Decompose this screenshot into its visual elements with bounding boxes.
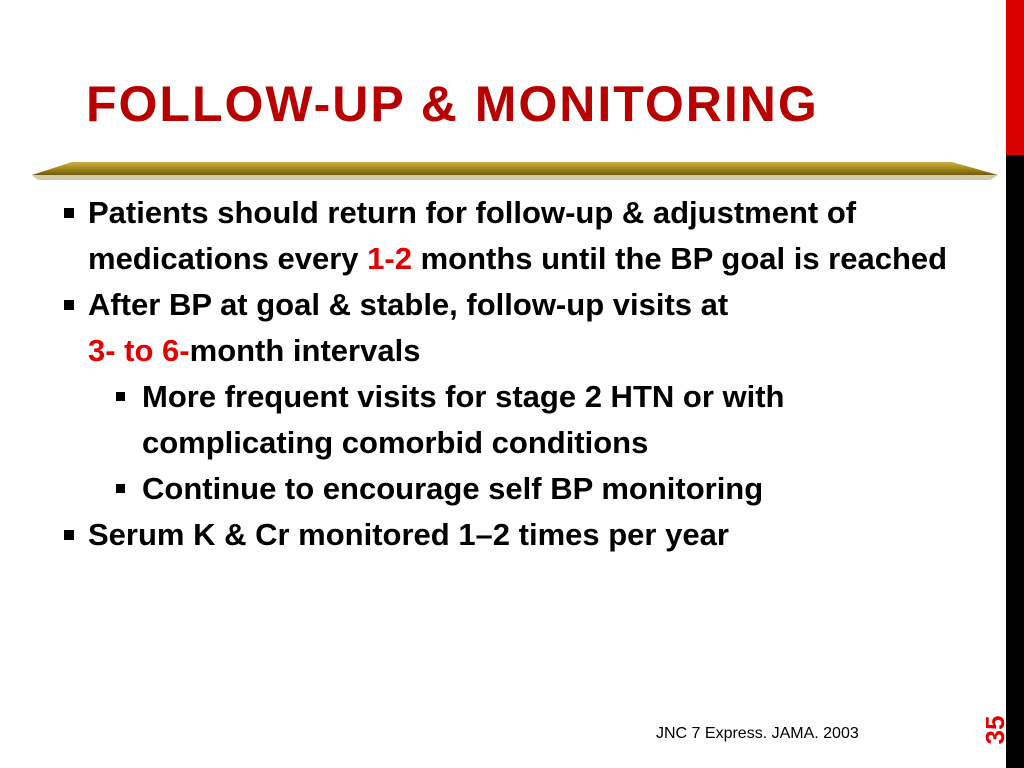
square-bullet-icon	[64, 530, 74, 540]
sub-bullet-item	[60, 466, 980, 512]
slide-title: FOLLOW-UP & MONITORING	[86, 76, 819, 132]
bullet-text: More frequent visits for stage 2 HTN or with complicating comorbid conditions	[142, 379, 785, 460]
square-bullet-icon	[116, 392, 125, 401]
square-bullet-icon	[64, 208, 74, 218]
bullet-text: Serum K & Cr monitored 1–2 times per year	[88, 517, 729, 552]
title-divider	[32, 160, 998, 184]
square-bullet-icon	[116, 484, 125, 493]
page-number: 35	[980, 715, 1010, 745]
bullet-text: months until the BP goal is reached	[411, 241, 948, 276]
right-accent-bar-black	[1006, 155, 1024, 768]
bullet-text: After BP at goal & stable, follow-up visits at	[88, 287, 729, 322]
bullet-item	[60, 190, 980, 282]
highlight-text: 3- to 6-	[88, 333, 190, 368]
bullet-item	[60, 282, 980, 374]
highlight-text: 1-2	[367, 241, 412, 276]
square-bullet-icon	[64, 300, 74, 310]
bullet-item	[60, 512, 980, 558]
bullet-list	[60, 190, 980, 558]
sub-bullet-item	[60, 374, 980, 466]
bullet-text: Patients should return for follow-up & adjustment of medications every	[88, 195, 857, 276]
bullet-text: month intervals	[189, 333, 421, 368]
source-citation: JNC 7 Express. JAMA. 2003	[656, 725, 859, 742]
right-accent-bar-red	[1006, 0, 1024, 155]
bullet-text: Continue to encourage self BP monitoring	[142, 471, 764, 506]
